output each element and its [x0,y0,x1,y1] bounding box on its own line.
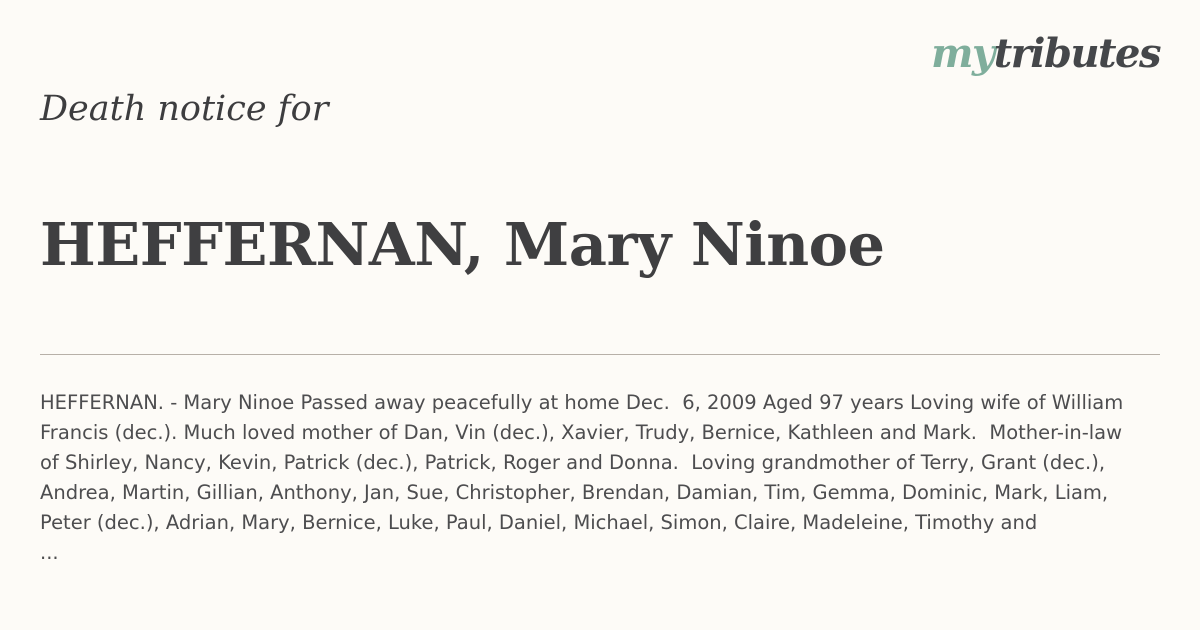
death-notice-body: HEFFERNAN. - Mary Ninoe Passed away peacefully at home Dec. 6, 2009 Aged 97 years Loving wife of William Francis (dec.). Much loved mother of Dan, Vin (dec.), Xavier, Trudy, Bernice, Kathleen and Mark. Mother-in-law of Shirley, Nancy, Kevin, Patrick (dec.), Patrick, Roger and Donna. Loving grandmother of Terry, Grant (dec.), Andrea, Martin, Gillian, Anthony, Jan, Sue, Christopher, Brendan, Damian, Tim, Gemma, Dominic, Mark, Liam, Peter (dec.), Adrian, Mary, Bernice, Luke, Paul, Daniel, Michael, Simon, Claire, Madeleine, Timothy and ... [40,391,1124,564]
death-notice-subtitle: Death notice for [40,89,329,129]
logo-tributes-text: tributes [993,30,1160,77]
deceased-name-heading: HEFFERNAN, Mary Ninoe [40,210,885,279]
logo-my-text: my [931,30,994,77]
mytributes-logo[interactable] [931,30,1160,77]
section-divider [40,354,1160,355]
